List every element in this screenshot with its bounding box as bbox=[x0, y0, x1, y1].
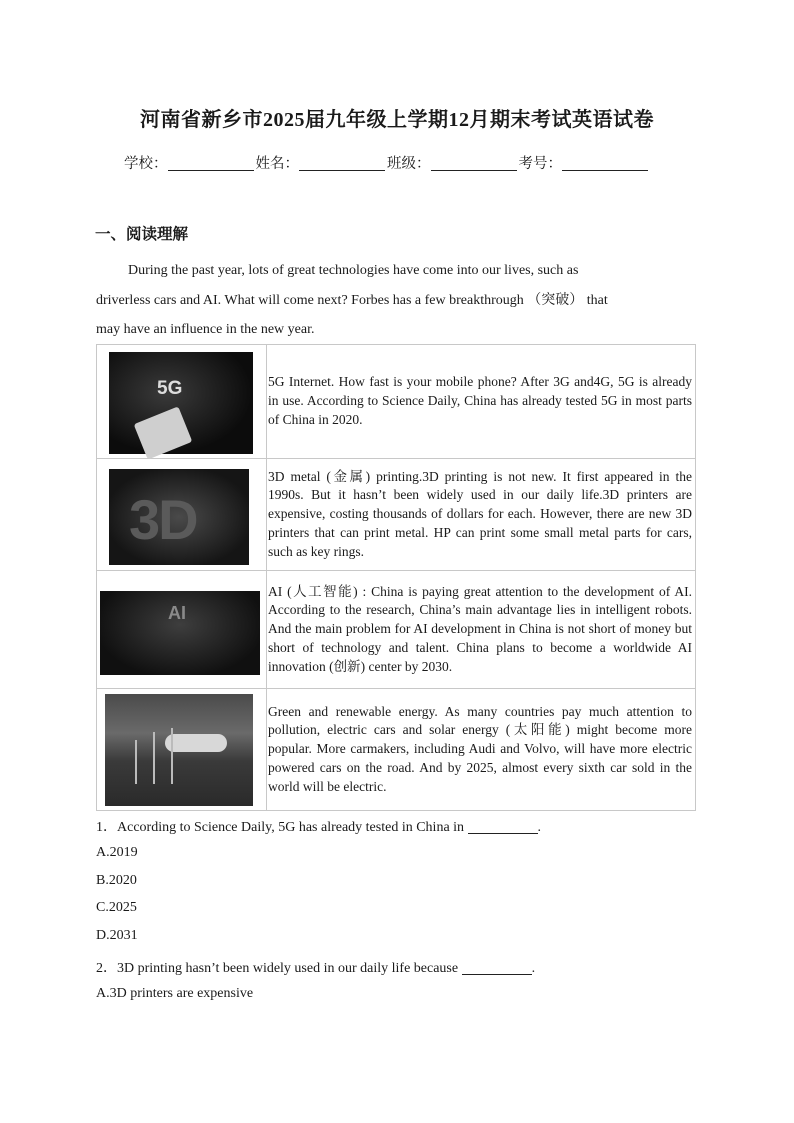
passage-text: 3D metal (金属) printing.3D printing is not new. It first appeared in the 1990s. But it hasn’t been widely used in our daily life.3D printers are expensive, costing thousands of dollars for each. However, there are new 3D printers that can print metal. HP can print some small metal parts for cars, such as key rings. bbox=[267, 459, 696, 571]
option-a[interactable]: A.2019 bbox=[96, 845, 138, 860]
5g-image-label: 5G bbox=[157, 378, 183, 399]
ai-image bbox=[100, 591, 260, 675]
cloud-shape bbox=[165, 734, 227, 752]
intro-line: driverless cars and AI. What will come next? Forbes has a few breakthrough （突破） that bbox=[96, 292, 608, 308]
option-b[interactable]: B.2020 bbox=[96, 873, 137, 888]
5g-phone-image bbox=[109, 352, 253, 454]
question-end: . bbox=[531, 961, 536, 976]
turbine-pole bbox=[135, 740, 137, 784]
class-label: 班级： bbox=[387, 156, 431, 172]
passage-row bbox=[97, 571, 696, 689]
student-info-line bbox=[124, 152, 650, 173]
passage-image-cell bbox=[97, 345, 267, 459]
school-label: 学校： bbox=[124, 156, 168, 172]
section-heading: 一、阅读理解 bbox=[95, 226, 189, 243]
exam-number-blank[interactable] bbox=[562, 156, 648, 171]
school-blank[interactable] bbox=[168, 156, 254, 171]
3d-metal-image bbox=[109, 469, 249, 565]
question-stem: 1．According to Science Daily, 5G has already tested in China in bbox=[96, 820, 465, 835]
question-stem: 2．3D printing hasn’t been widely used in our daily life because bbox=[96, 961, 459, 976]
class-blank[interactable] bbox=[431, 156, 517, 171]
option-c[interactable]: C.2025 bbox=[96, 900, 137, 915]
passage-image-cell bbox=[97, 459, 267, 571]
option-a[interactable]: A.3D printers are expensive bbox=[96, 986, 254, 1001]
answer-blank[interactable] bbox=[468, 819, 538, 834]
phone-shape bbox=[134, 406, 193, 459]
ai-image-label: AI bbox=[168, 602, 186, 623]
passage-text: 5G Internet. How fast is your mobile phone? After 3G and4G, 5G is already in use. According to Science Daily, China has already tested 5G in most parts of China in 2020. bbox=[267, 345, 696, 459]
answer-blank[interactable] bbox=[462, 960, 532, 975]
exam-number-label: 考号： bbox=[518, 156, 562, 172]
intro-line: During the past year, lots of great technologies have come into our lives, such as bbox=[128, 263, 579, 278]
3d-image-label: 3D bbox=[129, 488, 197, 551]
intro-line: may have an influence in the new year. bbox=[96, 322, 315, 337]
passage-text: Green and renewable energy. As many countries pay much attention to pollution, electric cars and solar energy (太阳能) might become more popular. More carmakers, including Audi and Volvo, will have more electric powered cars on the road. And by 2025, almost every sixth car sold in the world will be electric. bbox=[267, 689, 696, 811]
option-d[interactable]: D.2031 bbox=[96, 928, 138, 943]
wind-turbine-image bbox=[105, 694, 253, 806]
question-2 bbox=[96, 957, 535, 977]
passage-table bbox=[96, 344, 696, 811]
passage-text: AI (人工智能) : China is paying great attention to the development of AI. According to the research, China’s main advantage lies in intelligent robots. And the main problem for AI development in China is not short of money but short of technology and talent. China plans to become a worldwide AI innovation (创新) center by 2030. bbox=[267, 571, 696, 689]
turbine-pole bbox=[153, 732, 155, 784]
exam-title: 河南省新乡市2025届九年级上学期12月期末考试英语试卷 bbox=[140, 109, 654, 131]
intro-paragraph bbox=[96, 256, 678, 345]
passage-row bbox=[97, 689, 696, 811]
turbine-pole bbox=[171, 728, 173, 784]
question-1 bbox=[96, 816, 541, 836]
passage-row bbox=[97, 345, 696, 459]
passage-row bbox=[97, 459, 696, 571]
name-label: 姓名： bbox=[255, 156, 299, 172]
passage-image-cell bbox=[97, 571, 267, 689]
passage-image-cell bbox=[97, 689, 267, 811]
question-end: . bbox=[537, 820, 542, 835]
name-blank[interactable] bbox=[299, 156, 385, 171]
